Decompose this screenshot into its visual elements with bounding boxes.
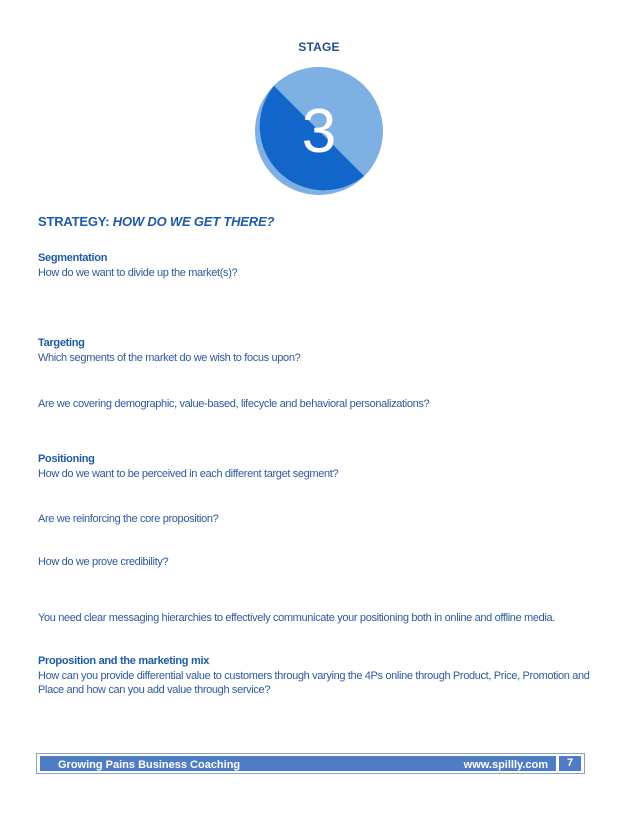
proposition-question: How can you provide differential value to customers through varying the 4Ps online through Product, Price, Promotion and Place and how can you add value through service? [38,670,590,696]
targeting-title: Targeting [38,337,85,349]
segmentation-question: How do we want to divide up the market(s)? [38,267,238,279]
footer-company: Growing Pains Business Coaching [58,759,241,771]
targeting-question-2: Are we covering demographic, value-based, lifecycle and behavioral personalizations? [38,398,430,410]
positioning-note: You need clear messaging hierarchies to effectively communicate your positioning both in online and offline media. [38,612,555,624]
targeting-question: Which segments of the market do we wish to focus upon? [38,352,301,364]
heading-prefix: STRATEGY: [38,214,113,229]
page-footer [36,753,585,774]
heading-emphasis: HOW DO WE GET THERE? [112,214,275,229]
footer-website: www.spillly.com [463,759,548,771]
page-number: 7 [559,756,581,771]
positioning-question-2: Are we reinforcing the core proposition? [38,513,219,525]
stage-number: 3 [301,97,337,166]
stage-label: STAGE [298,40,340,54]
segmentation-title: Segmentation [38,252,108,264]
positioning-question-3: How do we prove credibility? [38,556,169,568]
positioning-question: How do we want to be perceived in each different target segment? [38,468,339,480]
stage-circle-graphic [254,66,384,196]
proposition-title: Proposition and the marketing mix [38,655,210,667]
section-heading [38,214,274,229]
stage-circle [254,66,384,196]
positioning-title: Positioning [38,453,95,465]
footer-bar [40,756,556,771]
